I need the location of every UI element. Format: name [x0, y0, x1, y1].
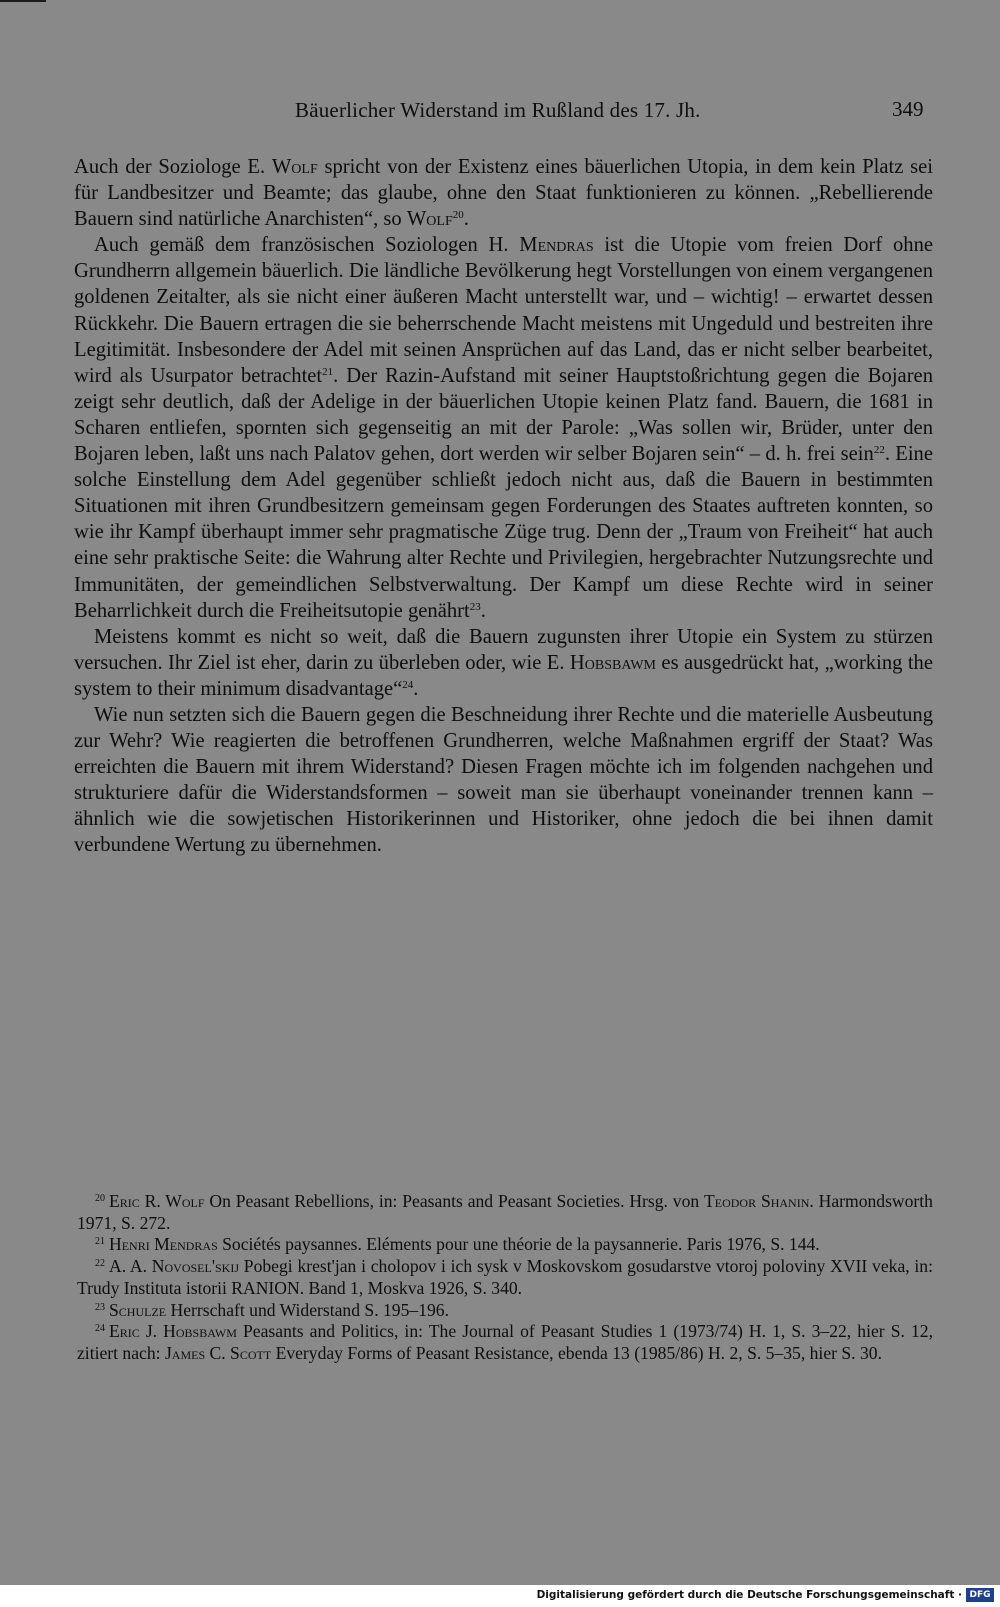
- footnote-ref-23[interactable]: 23: [469, 600, 481, 613]
- footnote-number: 23: [95, 1301, 105, 1313]
- text-run: On Peasant Rebellions, in: Peasants and Peasant Societies. Hrsg. von: [204, 1191, 705, 1211]
- text-run: es ausgedrückt hat, „working the system to their minimum disadvantage“: [74, 651, 933, 700]
- author-name: Mendras: [519, 234, 594, 257]
- footnote-number: 22: [95, 1258, 105, 1270]
- text-run: .: [480, 599, 486, 622]
- text-run: . Eine solche Einstellung dem Adel gegenüber schließt jedoch nicht aus, daß die Bauern in bestimmten Situationen mit ihren Grundbesitzern gemeinsam gegen Forderungen des Staates auftreten konnten, so wie ihr Kampf überhaupt immer sehr pragmatische Züge trug. Denn der „Traum von Freiheit“ hat auch eine sehr praktische Seite: die Wahrung alter Rechte und Privilegien, hergebrachter Nutzungsrechte und Immunitäten, der gemeindlichen Selbstverwaltung. Der Kampf um diese Rechte wird in seiner Beharrlichkeit durch die Freiheitsutopie genährt: [74, 443, 933, 622]
- footnote-20: [77, 1191, 933, 1234]
- text-run: Auch gemäß dem französischen Soziologen H.: [94, 234, 520, 257]
- body-text: [74, 154, 933, 859]
- editor-name: Teodor Shanin: [704, 1191, 810, 1211]
- text-run: . Harmondsworth 1971, S. 272.: [77, 1191, 933, 1233]
- text-run: Peasants and Politics, in: The Journal of Peasant Studies 1 (1973/74) H. 1, S. 3–22, hier S. 12, zitiert nach:: [77, 1321, 933, 1363]
- text-run: . Der Razin-Aufstand mit seiner Hauptstoßrichtung gegen die Bojaren zeigt sehr deutlich, daß der Adelige in der bäuerlichen Utopie keinen Platz fand. Bauern, die 1681 in Scharen entliefen, spornten sich gegenseitig an mit der Parole: „Was sollen wir, Brüder, unter den Bojaren leben, laßt uns nach Palatov gehen, dort werden wir selber Bojaren sein“ – d. h. frei sein: [74, 364, 933, 466]
- footnote-number: 21: [95, 1236, 105, 1248]
- author-name: Wolf: [406, 208, 453, 231]
- text-run: Meistens kommt es nicht so weit, daß die Bauern zugunsten ihrer Utopie ein System zu stürzen versuchen. Ihr Ziel ist eher, darin zu überleben oder, wie E.: [74, 625, 933, 674]
- paragraph-4: Wie nun setzten sich die Bauern gegen die Beschneidung ihrer Rechte und die materielle Ausbeutung zur Wehr? Wie reagierten die betroffenen Grundherren, welche Maßnahmen ergriff der Staat? Was erreichten die Bauern mit ihrem Widerstand? Diesen Fragen möchte ich im folgenden nachgehen und strukturiere dafür die Widerstandsformen – soweit man sie überhaupt voneinander trennen kann – ähnlich wie die sowjetischen Historikerinnen und Historiker, ohne jedoch die bei ihnen damit verbundene Wertung zu übernehmen.: [74, 703, 933, 857]
- author-name: Eric R. Wolf: [109, 1191, 205, 1211]
- text-run: Auch der Soziologe E.: [74, 156, 272, 178]
- paragraph-1: [74, 154, 933, 232]
- footnote-21: [77, 1234, 933, 1256]
- running-head: Bäuerlicher Widerstand im Rußland des 17. Jh.: [295, 98, 701, 122]
- author-name: James C. Scott: [164, 1342, 272, 1363]
- digitization-credit: Digitalisierung gefördert durch die Deutsche Forschungsgemeinschaft ·: [536, 1589, 962, 1601]
- author-name: Wolf: [271, 156, 318, 178]
- text-run: spricht von der Existenz eines bäuerlichen Utopia, in dem kein Platz sei für Landbesitzer und Beamte; das glaube, ohne den Staat funktionieren zu können. „Rebellierende Bauern sind natürliche Anarchisten“, so: [74, 156, 933, 231]
- footnote-22: [77, 1256, 933, 1299]
- footnote-24: [77, 1321, 933, 1364]
- paragraph-3: [74, 624, 933, 702]
- text-run: Sociétés paysannes. Eléments pour une théorie de la paysannerie. Paris 1976, S. 144.: [217, 1234, 820, 1255]
- author-name: A. A. Novosel'skij: [109, 1256, 240, 1277]
- footnote-ref-24[interactable]: 24: [402, 678, 414, 691]
- author-name: Schulze: [109, 1299, 167, 1320]
- paragraph-2: [74, 232, 933, 623]
- footnote-ref-20[interactable]: 20: [452, 209, 464, 222]
- footnotes: [77, 1191, 933, 1365]
- scan-corner-mark: [0, 0, 46, 2]
- text-run: .: [413, 677, 419, 700]
- digitization-footer: [0, 1585, 1000, 1607]
- text-run: Pobegi krest'jan i cholopov i ich sysk v Moskovskom gosudarstve vtoroj poloviny XVII veka, in: Trudy Instituta istorii RANION. Band 1, Moskva 1926, S. 340.: [77, 1256, 933, 1298]
- dfg-logo: DFG: [966, 1588, 994, 1602]
- author-name: Eric J. Hobsbawm: [109, 1321, 237, 1342]
- page-number: 349: [892, 97, 924, 121]
- text-run: Everyday Forms of Peasant Resistance, ebenda 13 (1985/86) H. 2, S. 5–35, hier S. 30.: [271, 1342, 882, 1363]
- footnote-23: [77, 1300, 933, 1322]
- footnote-ref-22[interactable]: 22: [873, 444, 885, 457]
- text-run: ist die Utopie vom freien Dorf ohne Grundherrn allgemein bäuerlich. Die ländliche Bevölkerung hegt Vorstellungen von einem vergangenen goldenen Zeitalter, als sie nicht einer äußeren Macht unterstellt war, und – wichtig! – erwartet dessen Rückkehr. Die Bauern ertragen die sie beherrschende Macht meistens mit Ungeduld und bestreiten ihre Legitimität. Insbesondere der Adel mit seinen Ansprüchen auf das Land, das er nicht selber bearbeitet, wird als Usurpator betrachtet: [74, 234, 934, 387]
- footnote-ref-21[interactable]: 21: [322, 365, 334, 378]
- author-name: Hobsbawm: [569, 651, 657, 674]
- footnote-number: 24: [95, 1323, 105, 1335]
- footnote-number: 20: [95, 1193, 105, 1204]
- author-name: Henri Mendras: [109, 1234, 218, 1255]
- text-run: .: [463, 208, 469, 231]
- text-run: Herrschaft und Widerstand S. 195–196.: [166, 1299, 449, 1320]
